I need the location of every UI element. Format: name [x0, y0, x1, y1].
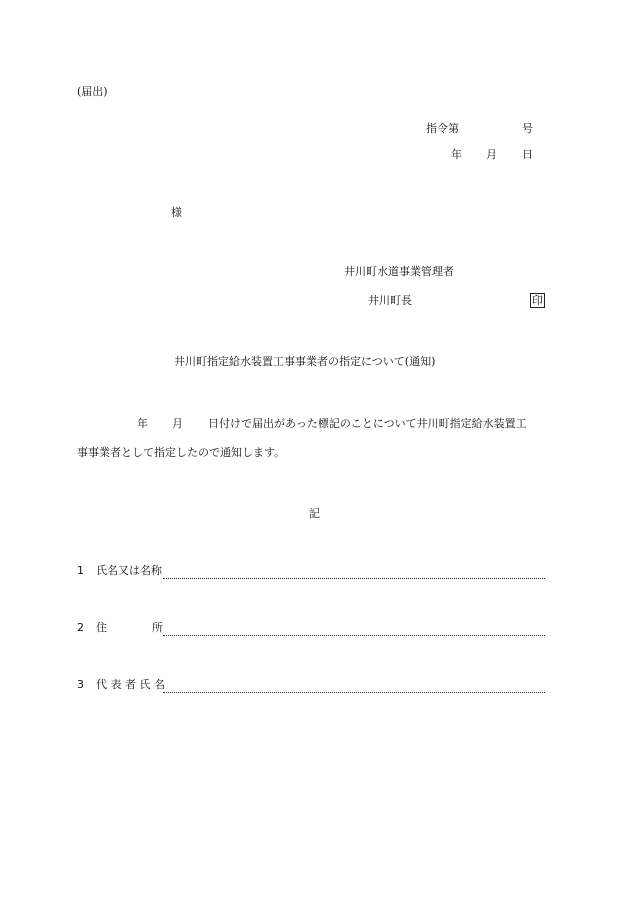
item-2-dotted-line	[163, 635, 545, 636]
seal-mark	[530, 293, 545, 308]
item-number: 2	[77, 621, 84, 634]
item-label-address-b: 所	[152, 621, 163, 634]
issue-date-day: 日	[522, 148, 533, 161]
order-number-suffix: 号	[522, 122, 533, 135]
sender-name: 井川町長	[368, 294, 412, 307]
body-line-1: 日付けで届出があった標記のことについて井川町指定給水装置工	[208, 417, 527, 430]
item-number: 1	[77, 564, 84, 577]
issue-date-year: 年	[451, 148, 462, 161]
item-1-dotted-line	[163, 578, 545, 579]
item-number: 3	[77, 678, 84, 691]
item-label-representative: 代 表 者 氏 名	[96, 678, 165, 691]
order-number-prefix: 指令第	[426, 122, 459, 135]
item-label-address-a: 住	[96, 621, 107, 634]
sender-title: 井川町水道事業管理者	[344, 265, 454, 278]
issue-date-month: 月	[486, 148, 497, 161]
form-type-label: (届出)	[77, 85, 108, 98]
document-subject: 井川町指定給水装置工事事業者の指定について(通知)	[174, 355, 436, 368]
body-line-2: 事事業者として指定したので通知します。	[77, 446, 286, 459]
body-date-month: 月	[172, 417, 183, 430]
ki-heading: 記	[309, 507, 320, 520]
recipient-honorific: 様	[171, 206, 182, 219]
item-label-name: 氏名又は名称	[96, 564, 162, 577]
item-3-dotted-line	[163, 692, 545, 693]
body-date-year: 年	[137, 417, 148, 430]
seal-text: 印	[532, 294, 543, 307]
